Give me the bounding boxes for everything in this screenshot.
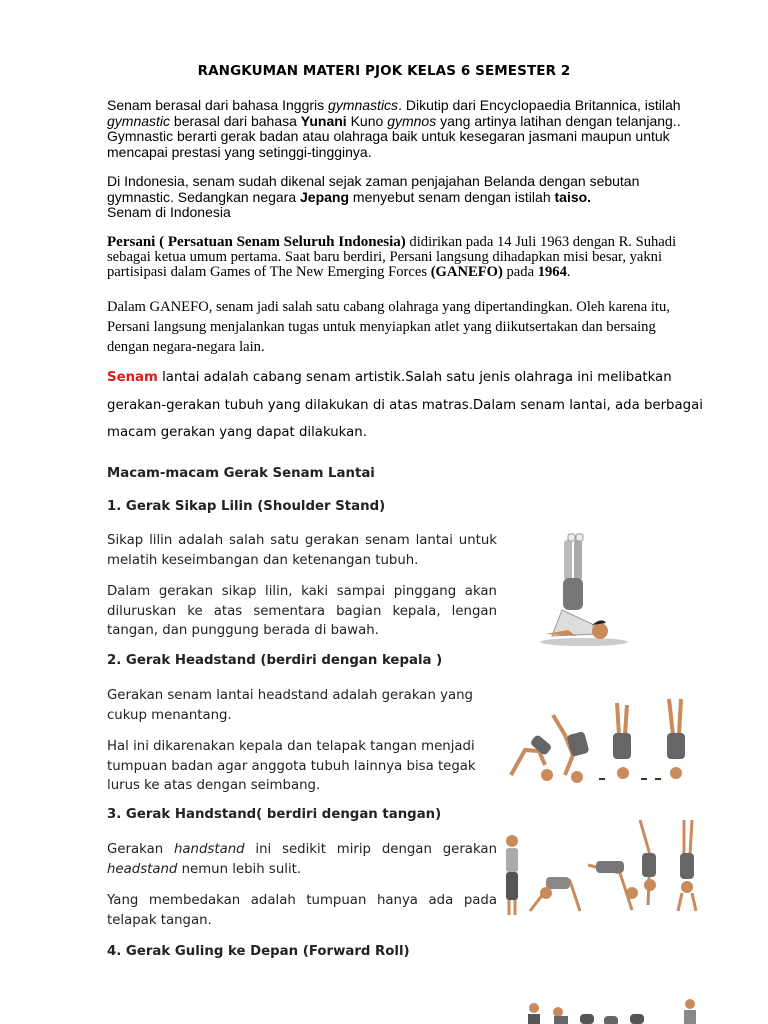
section-2-heading: 2. Gerak Headstand (berdiri dengan kepala ) xyxy=(107,653,443,668)
indonesia-paragraph: Di Indonesia, senam sudah dikenal sejak zaman penjajahan Belanda dengan sebutan gymnastic. Sedangkan negara Jepang menyebut senam dengan istilah taiso. Senam di Indonesia xyxy=(107,173,640,220)
section-2-body xyxy=(107,686,497,796)
forward-roll-image xyxy=(520,952,720,1024)
section-3-p1: Gerakan handstand ini sedikit mirip dengan gerakan headstand nemun lebih sulit. xyxy=(107,842,497,877)
section-1-heading: 1. Gerak Sikap Lilin (Shoulder Stand) xyxy=(107,499,386,514)
persani-paragraph: Persani ( Persatuan Senam Seluruh Indonesia) didirikan pada 14 Juli 1963 dengan R. Suhadi sebagai ketua umum pertama. Saat baru berdiri, Persani langsung dihadapkan misi besar, yakni partisipasi dalam Games of The New Emerging Forces (GANEFO) pada 1964. xyxy=(107,234,677,280)
section-3-heading: 3. Gerak Handstand( berdiri dengan tangan) xyxy=(107,807,442,822)
section-3-body xyxy=(107,840,497,930)
shoulder-stand-image xyxy=(532,530,636,650)
senam-lantai-paragraph: Senam lantai adalah cabang senam artistik.Salah satu jenis olahraga ini melibatkan gerakan-gerakan tubuh yang dilakukan di atas matras.Dalam senam lantai, ada berbagai macam gerakan yang dapat dilakukan. xyxy=(107,370,703,440)
section-1-body xyxy=(107,531,497,641)
intro-paragraph: Senam berasal dari bahasa Inggris gymnastics. Dikutip dari Encyclopaedia Britannica, istilah gymnastic berasal dari bahasa Yunani Kuno gymnos yang artinya latihan dengan telanjang.. Gymnastic berarti gerak badan atau olahraga baik untuk kesegaran jasmani maupun untuk mencapai prestasi yang setinggi-tingginya. xyxy=(107,97,681,160)
section-3-p2: Yang membedakan adalah tumpuan hanya ada pada telapak tangan. xyxy=(107,893,497,928)
handstand-image xyxy=(500,815,716,920)
section-4-heading: 4. Gerak Guling ke Depan (Forward Roll) xyxy=(107,944,410,959)
macam-heading: Macam-macam Gerak Senam Lantai xyxy=(107,466,375,481)
document-title: RANGKUMAN MATERI PJOK KELAS 6 SEMESTER 2 xyxy=(197,63,571,79)
section-1-p2: Dalam gerakan sikap lilin, kaki sampai pinggang akan diluruskan ke atas sementara bagian kepala, lengan tangan, dan punggung berada di bawah. xyxy=(107,584,497,638)
ganefo-paragraph: Dalam GANEFO, senam jadi salah satu cabang olahraga yang dipertandingkan. Oleh karena itu, Persani langsung menjalankan tugas untuk menyiapkan atlet yang diikutsertakan dan bersaing dengan negara-negara lain. xyxy=(107,299,670,355)
headstand-image xyxy=(505,695,699,790)
section-2-p2: Hal ini dikarenakan kepala dan telapak tangan menjadi tumpuan badan agar anggota tubuh lainnya bisa tegak lurus ke atas dengan seimbang. xyxy=(107,739,476,793)
section-1-p1: Sikap lilin adalah salah satu gerakan senam lantai untuk melatih keseimbangan dan ketenangan tubuh. xyxy=(107,533,497,568)
section-2-p1: Gerakan senam lantai headstand adalah gerakan yang cukup menantang. xyxy=(107,688,473,723)
